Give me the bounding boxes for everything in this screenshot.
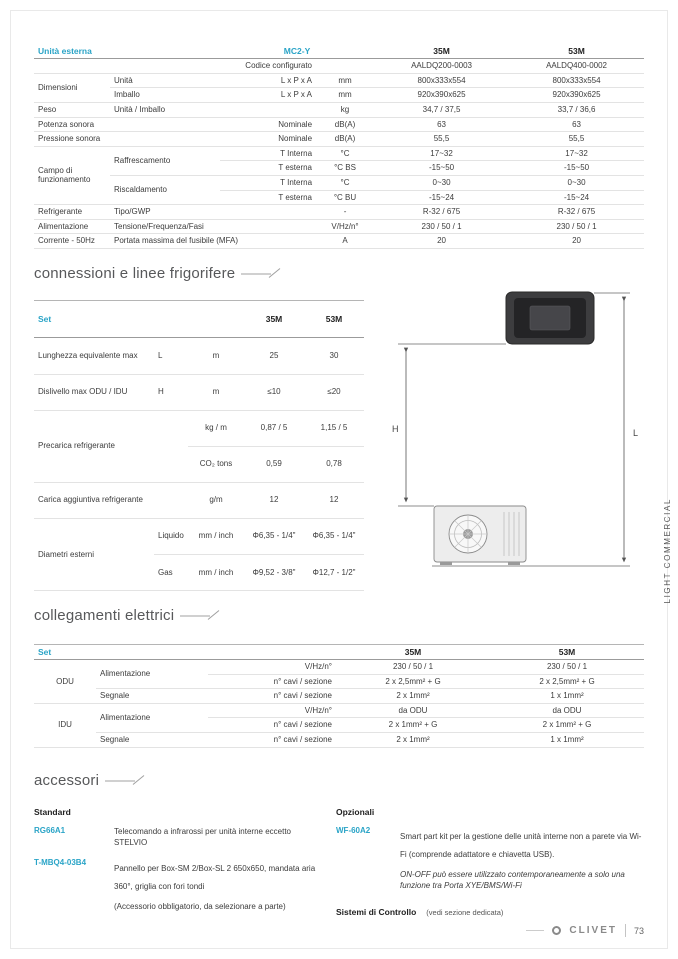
control-systems-label: Sistemi di Controllo — [336, 907, 417, 918]
row-sublabel: Riscaldamento — [110, 175, 220, 204]
unit-cell: mm / inch — [188, 518, 244, 554]
dimension-h-label: H — [392, 423, 399, 434]
row-detail: T Interna — [220, 146, 316, 161]
value-cell: 1,15 / 5 — [304, 410, 364, 446]
accessory-description: Telecomando a infrarossi per unità interne eccetto STELVIO — [114, 826, 291, 847]
value-cell: Φ6,35 - 1/4" — [244, 518, 304, 554]
section-rule-decoration — [241, 267, 283, 279]
table-row — [34, 59, 644, 74]
column-header-53m: 53M — [304, 300, 364, 338]
row-label: Dislivello max ODU / IDU — [34, 374, 154, 410]
row-label: Alimentazione — [34, 219, 110, 234]
row-label: ODU — [34, 660, 96, 704]
table-row — [34, 374, 364, 410]
table-row — [34, 482, 364, 518]
accessory-code: WF-60A2 — [336, 825, 371, 835]
row-detail: L x P x A — [220, 88, 316, 103]
value-cell: -15~50 — [374, 161, 509, 176]
row-sublabel: Tensione/Frequenza/Fasi — [110, 219, 316, 234]
value-cell: 230 / 50 / 1 — [490, 660, 644, 675]
accessories-optional-column — [336, 807, 644, 923]
unit-cell: °C BU — [316, 190, 374, 205]
value-cell: 63 — [374, 117, 509, 132]
refrigerant-lines-table — [34, 300, 364, 591]
table-row — [34, 410, 364, 446]
page-footer — [526, 924, 644, 937]
value-cell: -15~50 — [509, 161, 644, 176]
accessory-item — [336, 826, 644, 891]
value-cell: 33,7 / 36,6 — [509, 102, 644, 117]
row-detail: n° cavi / sezione — [208, 733, 336, 748]
row-detail: n° cavi / sezione — [208, 674, 336, 689]
accessories-standard-column — [34, 807, 324, 923]
footer-divider-line — [526, 930, 544, 931]
row-detail: Nominale — [110, 132, 316, 147]
value-cell: 55,5 — [374, 132, 509, 147]
table-row — [34, 73, 644, 88]
value-cell: 17~32 — [374, 146, 509, 161]
value-cell: 12 — [244, 482, 304, 518]
value-cell: 230 / 50 / 1 — [374, 219, 509, 234]
row-sublabel: Raffrescamento — [110, 146, 220, 175]
row-sublabel: H — [154, 374, 188, 410]
row-detail: T esterna — [220, 161, 316, 176]
value-cell: 920x390x625 — [374, 88, 509, 103]
row-detail: L x P x A — [220, 73, 316, 88]
row-label: Corrente - 50Hz — [34, 234, 110, 249]
row-sublabel: Unità — [110, 73, 220, 88]
row-sublabel: Gas — [154, 554, 188, 590]
table-title: Set — [34, 644, 336, 659]
table-row — [34, 234, 644, 249]
unit-cell: °C — [316, 146, 374, 161]
value-cell: 920x390x625 — [509, 88, 644, 103]
table-row — [34, 518, 364, 554]
installation-diagram-svg — [388, 286, 644, 586]
row-label: Dimensioni — [34, 73, 110, 102]
row-label: Potenza sonora — [34, 117, 110, 132]
value-cell: 1 x 1mm² — [490, 733, 644, 748]
value-cell: 17~32 — [509, 146, 644, 161]
value-cell: 20 — [374, 234, 509, 249]
table-row — [34, 175, 644, 190]
value-cell: 2 x 1mm² + G — [490, 718, 644, 733]
row-sublabel: Segnale — [96, 733, 208, 748]
row-detail: n° cavi / sezione — [208, 689, 336, 704]
ceiling-cassette-indoor-unit — [506, 292, 594, 344]
value-cell: 20 — [509, 234, 644, 249]
row-sublabel: Segnale — [96, 689, 208, 704]
value-cell: Φ6,35 - 1/4" — [304, 518, 364, 554]
outdoor-unit-drawing — [434, 506, 526, 565]
value-cell: 2 x 1mm² — [336, 733, 490, 748]
row-detail: n° cavi / sezione — [208, 718, 336, 733]
accessory-code: T-MBQ4-03B4 — [34, 858, 87, 868]
clivet-logo-icon — [552, 926, 561, 935]
brand-logo-text: CLIVET — [569, 925, 617, 936]
value-cell: 800x333x554 — [509, 73, 644, 88]
spec-table-header-row — [34, 44, 644, 59]
row-label: Campo di funzionamento — [34, 146, 110, 204]
column-header-35m: 35M — [336, 644, 490, 659]
control-systems-row — [336, 907, 644, 917]
accessory-item — [34, 858, 324, 912]
value-cell: -15~24 — [374, 190, 509, 205]
row-sublabel: Unità / Imballo — [110, 102, 316, 117]
row-sublabel: Liquido — [154, 518, 188, 554]
value-cell: da ODU — [336, 703, 490, 718]
value-cell: 0~30 — [509, 175, 644, 190]
value-cell: 2 x 1mm² — [336, 689, 490, 704]
row-sublabel: Tipo/GWP — [110, 205, 316, 220]
control-systems-note: (vedi sezione dedicata) — [426, 908, 504, 918]
section-title-refrigerant-lines — [34, 265, 644, 282]
table-row — [34, 146, 644, 161]
value-cell: 230 / 50 / 1 — [336, 660, 490, 675]
column-header-35m: 35M — [244, 300, 304, 338]
value-cell: 0~30 — [374, 175, 509, 190]
value-cell: AALDQ200-0003 — [374, 59, 509, 74]
section-title-text: accessori — [34, 771, 100, 789]
value-cell: 2 x 1mm² + G — [336, 718, 490, 733]
table-row — [34, 132, 644, 147]
accessory-code: RG66A1 — [34, 825, 66, 835]
value-cell: 34,7 / 37,5 — [374, 102, 509, 117]
table-row — [34, 117, 644, 132]
accessory-item — [34, 826, 324, 848]
row-label: Refrigerante — [34, 205, 110, 220]
standard-heading: Standard — [34, 806, 71, 817]
value-cell: ≤10 — [244, 374, 304, 410]
value-cell: Φ12,7 - 1/2" — [304, 554, 364, 590]
value-cell: 0,78 — [304, 446, 364, 482]
row-label: Peso — [34, 102, 110, 117]
table-row — [34, 703, 644, 718]
value-cell: 0,87 / 5 — [244, 410, 304, 446]
value-cell: 1 x 1mm² — [490, 689, 644, 704]
unit-cell: g/m — [188, 482, 244, 518]
unit-cell: kg / m — [188, 410, 244, 446]
row-detail: T esterna — [220, 190, 316, 205]
section-rule-decoration — [180, 609, 222, 621]
table-row — [34, 338, 364, 374]
table-title: Unità esterna — [34, 44, 220, 59]
unit-cell: - — [316, 205, 374, 220]
value-cell: 12 — [304, 482, 364, 518]
unit-cell: m — [188, 374, 244, 410]
table-row — [34, 733, 644, 748]
accessory-description: Pannello per Box-SM 2/Box-SL 2 650x650, mandata aria 360°, griglia con fori tondi — [114, 864, 316, 892]
value-cell: da ODU — [490, 703, 644, 718]
row-label: Diametri esterni — [34, 518, 154, 590]
table-row — [34, 660, 644, 675]
unit-cell: V/Hz/n° — [316, 219, 374, 234]
category-side-label: LIGHT COMMERCIAL — [663, 498, 672, 604]
table-header-row — [34, 300, 364, 338]
row-sublabel: L — [154, 338, 188, 374]
value-cell: -15~24 — [509, 190, 644, 205]
row-sublabel: Portata massima del fusibile (MFA) — [110, 234, 316, 249]
row-detail: T Interna — [220, 175, 316, 190]
value-cell: 55,5 — [509, 132, 644, 147]
section-rule-decoration — [105, 774, 147, 786]
unit-cell: m — [188, 338, 244, 374]
section-title-text: collegamenti elettrici — [34, 606, 175, 624]
column-header-53m: 53M — [490, 644, 644, 659]
row-label: Pressione sonora — [34, 132, 110, 147]
value-cell: 0,59 — [244, 446, 304, 482]
optional-heading: Opzionali — [336, 806, 375, 817]
table-row — [34, 102, 644, 117]
table-title: Set — [34, 300, 244, 338]
table-row — [34, 88, 644, 103]
row-sublabel: Alimentazione — [96, 703, 208, 732]
accessory-italic-note: ON-OFF può essere utilizzato contemporaneamente a solo una funzione tra Porta XYE/BMS/Wi-Fi — [400, 869, 625, 890]
value-cell: AALDQ400-0002 — [509, 59, 644, 74]
table-row — [34, 219, 644, 234]
dimension-l-label: L — [633, 427, 639, 438]
accessory-note: (Accessorio obbligatorio, da selezionare a parte) — [114, 902, 286, 912]
row-label: Codice configurato — [34, 59, 316, 74]
electrical-connections-table — [34, 644, 644, 748]
accessory-description: Smart part kit per la gestione delle unità interne non a parete via Wi-Fi (comprende adattatore e chiavetta USB). — [400, 831, 642, 859]
row-detail: V/Hz/n° — [208, 660, 336, 675]
value-cell: 800x333x554 — [374, 73, 509, 88]
value-cell: ≤20 — [304, 374, 364, 410]
unit-cell: CO₂ tons — [188, 446, 244, 482]
row-label: IDU — [34, 703, 96, 747]
table-row — [34, 205, 644, 220]
table-row — [34, 689, 644, 704]
section-title-accessories — [34, 772, 644, 789]
outdoor-unit-spec-table — [34, 44, 644, 249]
unit-cell — [316, 59, 374, 74]
unit-cell: mm — [316, 73, 374, 88]
row-label: Lunghezza equivalente max — [34, 338, 154, 374]
value-cell: 2 x 2,5mm² + G — [490, 674, 644, 689]
value-cell: R-32 / 675 — [509, 205, 644, 220]
value-cell: 230 / 50 / 1 — [509, 219, 644, 234]
unit-cell: mm / inch — [188, 554, 244, 590]
unit-cell: dB(A) — [316, 132, 374, 147]
value-cell: 25 — [244, 338, 304, 374]
installation-diagram — [388, 286, 644, 591]
column-header-35m: 35M — [374, 44, 509, 59]
unit-cell: mm — [316, 88, 374, 103]
value-cell: R-32 / 675 — [374, 205, 509, 220]
row-detail: Nominale — [110, 117, 316, 132]
value-cell: Φ9,52 - 3/8" — [244, 554, 304, 590]
unit-cell: dB(A) — [316, 117, 374, 132]
dimension-h — [398, 344, 506, 506]
column-header-53m: 53M — [509, 44, 644, 59]
row-sublabel: Alimentazione — [96, 660, 208, 689]
section-title-text: connessioni e linee frigorifere — [34, 264, 236, 282]
value-cell: 30 — [304, 338, 364, 374]
unit-cell: °C BS — [316, 161, 374, 176]
row-sublabel: Imballo — [110, 88, 220, 103]
model-series-label: MC2-Y — [220, 44, 374, 59]
value-cell: 2 x 2,5mm² + G — [336, 674, 490, 689]
section-title-electrical — [34, 607, 644, 624]
unit-cell: kg — [316, 102, 374, 117]
row-label: Precarica refrigerante — [34, 410, 188, 482]
footer-separator — [625, 924, 626, 937]
row-label: Carica aggiuntiva refrigerante — [34, 482, 188, 518]
unit-cell: °C — [316, 175, 374, 190]
table-header-row — [34, 644, 644, 659]
unit-cell: A — [316, 234, 374, 249]
row-detail: V/Hz/n° — [208, 703, 336, 718]
value-cell: 63 — [509, 117, 644, 132]
page-number: 73 — [633, 925, 644, 936]
